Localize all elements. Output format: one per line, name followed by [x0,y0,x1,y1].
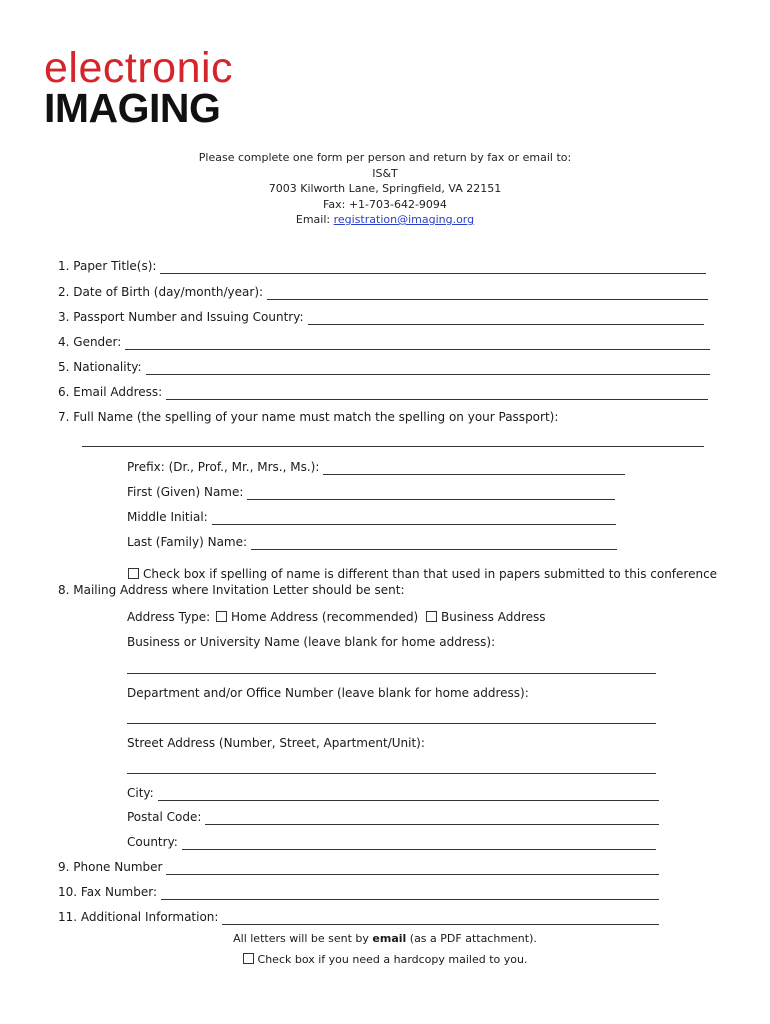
passport-line[interactable] [308,312,704,325]
org-address: 7003 Kilworth Lane, Springfield, VA 22151 [268,182,502,195]
dob-line[interactable] [267,287,708,300]
city-label: City: [127,786,154,800]
address-type-label: Address Type: [127,610,211,624]
letters-bold: email [372,932,407,945]
country-field[interactable] [127,834,656,850]
street-address-line[interactable] [127,773,656,774]
email-label: Email: [295,213,334,226]
logo-electronic: electronic [44,44,234,92]
paper-title-line[interactable] [160,261,706,274]
business-address-label: Business Address [441,610,546,624]
city-line[interactable] [158,788,659,801]
last-name-line[interactable] [251,537,617,550]
full-name-line[interactable] [82,446,704,447]
street-address-label: Street Address (Number, Street, Apartment/Unit): [127,736,425,750]
gender-line[interactable] [125,337,710,350]
fax-field[interactable] [58,884,659,900]
department-line[interactable] [127,723,656,724]
middle-initial-field[interactable] [127,509,616,525]
dob-label: 2. Date of Birth (day/month/year): [58,285,264,299]
email-address-field[interactable] [58,384,708,400]
instructions-header [0,150,770,228]
gender-field[interactable] [58,334,710,350]
paper-title-label: 1. Paper Title(s): [58,259,157,273]
middle-initial-line[interactable] [212,512,616,525]
country-line[interactable] [182,837,656,850]
home-address-checkbox[interactable] [216,611,227,622]
full-name-label: 7. Full Name (the spelling of your name must match the spelling on your Passport): [58,410,559,424]
business-address-checkbox[interactable] [426,611,437,622]
business-name-label: Business or University Name (leave blank for home address): [127,635,496,649]
mailing-address-label: 8. Mailing Address where Invitation Letter should be sent: [58,583,405,597]
phone-line[interactable] [166,862,659,875]
email-delivery-note [0,931,770,946]
letters-post: (as a PDF attachment). [406,932,537,945]
nationality-field[interactable] [58,359,710,375]
phone-label: 9. Phone Number [58,860,163,874]
postal-code-label: Postal Code: [127,810,202,824]
email-address-label: 6. Email Address: [58,385,163,399]
fax-label: 10. Fax Number: [58,885,158,899]
phone-field[interactable] [58,859,659,875]
nationality-line[interactable] [146,362,710,375]
passport-field[interactable] [58,309,704,325]
first-name-field[interactable] [127,484,615,500]
passport-label: 3. Passport Number and Issuing Country: [58,310,304,324]
address-type-row [127,609,418,625]
nationality-label: 5. Nationality: [58,360,142,374]
logo-imaging: IMAGING [44,85,221,131]
logo [44,44,234,131]
first-name-line[interactable] [247,487,615,500]
last-name-label: Last (Family) Name: [127,535,248,549]
dob-field[interactable] [58,284,708,300]
additional-info-line[interactable] [222,912,659,925]
postal-code-field[interactable] [127,809,659,825]
prefix-field[interactable] [127,459,625,475]
hardcopy-checkbox[interactable] [243,953,254,964]
email-address-line[interactable] [166,387,708,400]
hardcopy-label: Check box if you need a hardcopy mailed to you. [257,953,528,966]
spelling-checkbox[interactable] [128,568,139,579]
org-email-row [0,212,770,228]
business-address-option [426,609,546,625]
hardcopy-row [0,952,770,967]
gender-label: 4. Gender: [58,335,122,349]
letters-pre: All letters will be sent by [233,932,373,945]
org-fax: Fax: +1-703-642-9094 [323,197,447,211]
first-name-label: First (Given) Name: [127,485,244,499]
home-address-label: Home Address (recommended) [231,610,419,624]
email-link[interactable]: registration@imaging.org [333,213,475,226]
paper-title-field[interactable] [58,258,706,274]
fax-line[interactable] [161,887,659,900]
city-field[interactable] [127,785,659,801]
middle-initial-label: Middle Initial: [127,510,208,524]
instruction-line: Please complete one form per person and return by fax or email to: [198,151,572,164]
additional-info-label: 11. Additional Information: [58,910,219,924]
spelling-check-row [128,566,717,582]
org-name: IS&T [372,166,398,180]
last-name-field[interactable] [127,534,617,550]
spelling-check-label: Check box if spelling of name is different than that used in papers submitted to this conference [143,567,718,581]
department-label: Department and/or Office Number (leave blank for home address): [127,686,529,700]
postal-code-line[interactable] [205,812,659,825]
business-name-line[interactable] [127,673,656,674]
country-label: Country: [127,835,178,849]
prefix-line[interactable] [323,462,625,475]
prefix-label: Prefix: (Dr., Prof., Mr., Mrs., Ms.): [127,460,320,474]
additional-info-field[interactable] [58,909,659,925]
